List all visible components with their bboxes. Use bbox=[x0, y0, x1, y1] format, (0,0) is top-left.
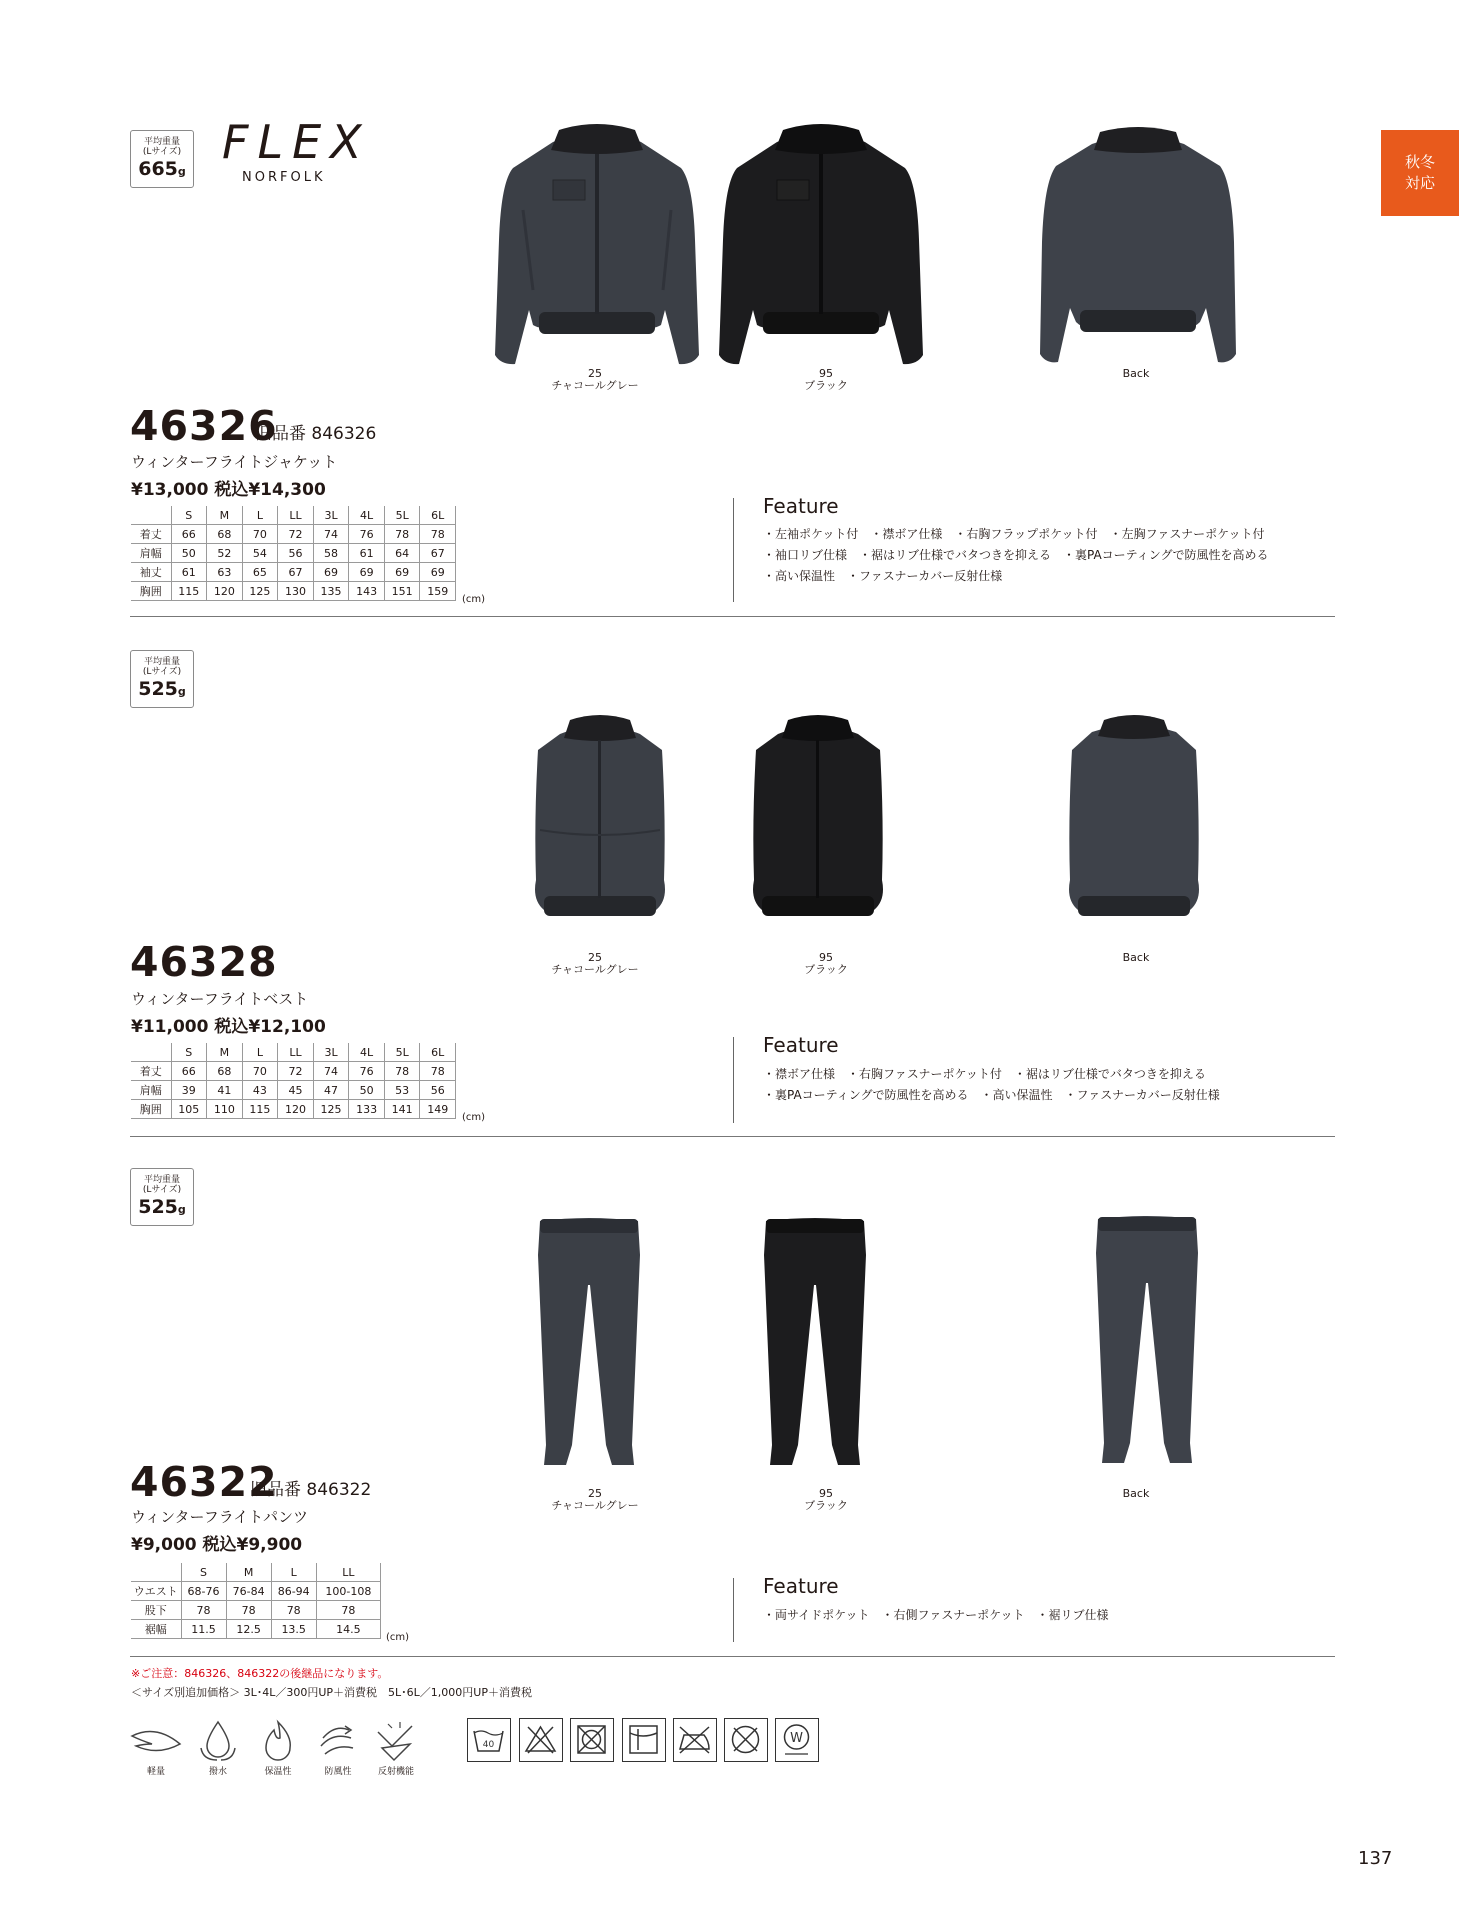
size-cell: 39 bbox=[171, 1081, 207, 1100]
size-header: 6L bbox=[420, 1043, 456, 1062]
size-cell: 54 bbox=[242, 544, 278, 563]
size-cell: 胸囲 bbox=[131, 582, 171, 601]
size-header: S bbox=[171, 506, 207, 525]
size-header bbox=[131, 1563, 181, 1582]
size-row bbox=[131, 563, 456, 582]
function-label: 軽量 bbox=[146, 1767, 165, 1777]
size-cell: 100-108 bbox=[316, 1582, 380, 1601]
pants-charcoal-image bbox=[534, 1215, 644, 1470]
size-cell: 61 bbox=[171, 563, 207, 582]
feature-divider bbox=[733, 1037, 734, 1123]
size-cell: 着丈 bbox=[131, 525, 171, 544]
size-cell: 56 bbox=[278, 544, 314, 563]
size-header: M bbox=[226, 1563, 271, 1582]
size-header: LL bbox=[278, 1043, 314, 1062]
size-cell: 66 bbox=[171, 1062, 207, 1081]
size-row bbox=[131, 1620, 381, 1639]
size-cell: 64 bbox=[384, 544, 420, 563]
size-row bbox=[131, 582, 456, 601]
size-cell: 股下 bbox=[131, 1601, 181, 1620]
size-cell: 135 bbox=[313, 582, 349, 601]
size-cell: 72 bbox=[278, 525, 314, 544]
feature-list bbox=[763, 1605, 1108, 1626]
color-number: 95 bbox=[819, 1487, 833, 1500]
size-cell: 68-76 bbox=[181, 1582, 226, 1601]
section-divider bbox=[130, 1136, 1335, 1137]
vest-black-image bbox=[748, 710, 888, 920]
size-cell: 74 bbox=[313, 1062, 349, 1081]
size-cell: 袖丈 bbox=[131, 563, 171, 582]
jacket-black-image bbox=[717, 120, 925, 372]
size-cell: 143 bbox=[349, 582, 385, 601]
size-header: 6L bbox=[420, 506, 456, 525]
size-cell: 120 bbox=[278, 1100, 314, 1119]
size-cell: 69 bbox=[420, 563, 456, 582]
color-caption-black bbox=[766, 368, 886, 392]
size-cell: 47 bbox=[313, 1081, 349, 1100]
no-tumble-dry-icon bbox=[570, 1718, 614, 1762]
size-cell: 78 bbox=[384, 525, 420, 544]
function-label: 保温性 bbox=[264, 1767, 292, 1777]
vest-back-image bbox=[1064, 710, 1204, 920]
pricing-note: ＜サイズ別追加価格＞ 3L･4L／300円UP＋消費税 5L･6L／1,000円UP＋消費税 bbox=[131, 1686, 532, 1699]
reflect-icon bbox=[372, 1718, 418, 1764]
pants-back-image bbox=[1092, 1213, 1202, 1468]
size-cell: ウエスト bbox=[131, 1582, 181, 1601]
caution-note: ※ご注意：846326、846322の後継品になります。 bbox=[131, 1667, 389, 1680]
size-header-row bbox=[131, 1043, 456, 1062]
size-cell: 78 bbox=[226, 1601, 271, 1620]
weight-label: 平均重量 bbox=[143, 1175, 180, 1185]
old-product-code: 旧品番 846322 bbox=[250, 1480, 372, 1500]
size-header-row bbox=[131, 1563, 381, 1582]
size-cell: 76-84 bbox=[226, 1582, 271, 1601]
size-cell: 70 bbox=[242, 525, 278, 544]
vest-charcoal-image bbox=[530, 710, 670, 920]
feature-item: ・袖口リブ仕様 ・裾はリブ仕様でバタつきを抑える ・裏PAコーティングで防風性を高める bbox=[763, 548, 1269, 562]
old-product-code: 旧品番 846326 bbox=[255, 424, 377, 444]
size-unit: (cm) bbox=[462, 594, 486, 605]
color-caption-black bbox=[766, 1488, 886, 1512]
season-tab bbox=[1381, 130, 1459, 216]
color-caption-black bbox=[766, 952, 886, 976]
color-name: チャコールグレー bbox=[551, 379, 639, 392]
size-cell: 68 bbox=[207, 525, 243, 544]
jacket-charcoal-image bbox=[493, 120, 701, 372]
color-caption-back bbox=[1076, 368, 1196, 380]
size-cell: 133 bbox=[349, 1100, 385, 1119]
size-cell: 151 bbox=[384, 582, 420, 601]
size-row bbox=[131, 1081, 456, 1100]
product-code: 46322 bbox=[130, 1458, 278, 1506]
size-cell: 13.5 bbox=[271, 1620, 316, 1639]
size-cell: 74 bbox=[313, 525, 349, 544]
color-number: Back bbox=[1122, 951, 1150, 964]
product-code: 46328 bbox=[130, 938, 278, 986]
size-cell: 78 bbox=[420, 1062, 456, 1081]
weight-value: 665g bbox=[138, 158, 186, 180]
size-row bbox=[131, 1062, 456, 1081]
size-cell: 67 bbox=[278, 563, 314, 582]
size-cell: 56 bbox=[420, 1081, 456, 1100]
size-header bbox=[131, 506, 171, 525]
feature-item: ・高い保温性 ・ファスナーカバー反射仕様 bbox=[763, 569, 1003, 583]
size-header: LL bbox=[278, 506, 314, 525]
product-name: ウィンターフライトパンツ bbox=[131, 1508, 309, 1526]
svg-text:40: 40 bbox=[482, 1740, 495, 1750]
weight-badge bbox=[130, 1168, 194, 1226]
size-header-row bbox=[131, 506, 456, 525]
product-code: 46326 bbox=[130, 402, 278, 450]
wash-40-icon bbox=[467, 1718, 511, 1762]
size-header: M bbox=[207, 506, 243, 525]
size-cell: 130 bbox=[278, 582, 314, 601]
size-cell: 50 bbox=[171, 544, 207, 563]
size-cell: 11.5 bbox=[181, 1620, 226, 1639]
feature-item: ・両サイドポケット ・右側ファスナーポケット ・裾リブ仕様 bbox=[763, 1608, 1109, 1622]
jacket-back-image bbox=[1040, 122, 1236, 370]
size-header: 3L bbox=[313, 1043, 349, 1062]
color-caption-back bbox=[1076, 952, 1196, 964]
size-header: L bbox=[242, 1043, 278, 1062]
color-number: 25 bbox=[588, 367, 602, 380]
color-number: 25 bbox=[588, 951, 602, 964]
size-cell: 115 bbox=[242, 1100, 278, 1119]
size-cell: 159 bbox=[420, 582, 456, 601]
weight-label: 平均重量 bbox=[143, 137, 180, 147]
size-table bbox=[131, 506, 456, 601]
water-drop-icon bbox=[195, 1718, 241, 1764]
product-price: ¥9,000 税込¥9,900 bbox=[131, 1535, 303, 1555]
size-cell: 着丈 bbox=[131, 1062, 171, 1081]
size-cell: 78 bbox=[420, 525, 456, 544]
size-cell: 50 bbox=[349, 1081, 385, 1100]
product-name: ウィンターフライトベスト bbox=[131, 990, 309, 1008]
size-header: 3L bbox=[313, 506, 349, 525]
weight-badge bbox=[130, 130, 194, 188]
color-caption-charcoal bbox=[535, 1488, 655, 1512]
size-header: 5L bbox=[384, 1043, 420, 1062]
size-header: S bbox=[181, 1563, 226, 1582]
feature-title: Feature bbox=[763, 494, 839, 518]
no-iron-icon bbox=[673, 1718, 717, 1762]
size-cell: 58 bbox=[313, 544, 349, 563]
size-cell: 43 bbox=[242, 1081, 278, 1100]
size-cell: 胸囲 bbox=[131, 1100, 171, 1119]
brand-logo-sub: NORFOLK bbox=[242, 170, 326, 185]
weight-value: 525g bbox=[138, 678, 186, 700]
color-number: Back bbox=[1122, 1487, 1150, 1500]
color-number: 95 bbox=[819, 951, 833, 964]
weight-value: 525g bbox=[138, 1196, 186, 1218]
season-tab-line1: 秋冬 bbox=[1404, 153, 1435, 171]
size-cell: 69 bbox=[313, 563, 349, 582]
size-cell: 41 bbox=[207, 1081, 243, 1100]
feature-list bbox=[763, 1064, 1220, 1106]
feature-divider bbox=[733, 1578, 734, 1642]
weight-label: 平均重量 bbox=[143, 657, 180, 667]
size-row bbox=[131, 1100, 456, 1119]
size-cell: 78 bbox=[384, 1062, 420, 1081]
size-cell: 14.5 bbox=[316, 1620, 380, 1639]
size-cell: 149 bbox=[420, 1100, 456, 1119]
size-cell: 69 bbox=[349, 563, 385, 582]
section-divider bbox=[130, 616, 1335, 617]
color-caption-back bbox=[1076, 1488, 1196, 1500]
product-name: ウィンターフライトジャケット bbox=[131, 453, 338, 471]
season-tab-line2: 対応 bbox=[1404, 174, 1435, 192]
page-number: 137 bbox=[1358, 1848, 1393, 1869]
section-divider bbox=[130, 1656, 1335, 1657]
feature-title: Feature bbox=[763, 1033, 839, 1057]
feature-title: Feature bbox=[763, 1574, 839, 1598]
weight-size-label: (Lサイズ) bbox=[142, 667, 182, 677]
feature-item: ・左袖ポケット付 ・襟ボア仕様 ・右胸フラップポケット付 ・左胸ファスナーポケット付 bbox=[763, 527, 1265, 541]
function-label: 防風性 bbox=[324, 1767, 352, 1777]
size-row bbox=[131, 1582, 381, 1601]
color-number: Back bbox=[1122, 367, 1150, 380]
color-number: 25 bbox=[588, 1487, 602, 1500]
feature-divider bbox=[733, 498, 734, 602]
size-cell: 裾幅 bbox=[131, 1620, 181, 1639]
size-cell: 69 bbox=[384, 563, 420, 582]
size-header: S bbox=[171, 1043, 207, 1062]
size-header bbox=[131, 1043, 171, 1062]
feather-icon bbox=[128, 1722, 184, 1762]
weight-badge bbox=[130, 650, 194, 708]
size-cell: 12.5 bbox=[226, 1620, 271, 1639]
size-header: M bbox=[207, 1043, 243, 1062]
svg-text:W: W bbox=[790, 1731, 803, 1746]
size-cell: 72 bbox=[278, 1062, 314, 1081]
size-cell: 63 bbox=[207, 563, 243, 582]
weight-size-label: (Lサイズ) bbox=[142, 147, 182, 157]
size-unit: (cm) bbox=[386, 1632, 410, 1643]
size-cell: 70 bbox=[242, 1062, 278, 1081]
size-cell: 86-94 bbox=[271, 1582, 316, 1601]
size-cell: 78 bbox=[271, 1601, 316, 1620]
size-cell: 110 bbox=[207, 1100, 243, 1119]
size-cell: 115 bbox=[171, 582, 207, 601]
size-cell: 68 bbox=[207, 1062, 243, 1081]
size-cell: 67 bbox=[420, 544, 456, 563]
size-header: L bbox=[242, 506, 278, 525]
size-header: 4L bbox=[349, 1043, 385, 1062]
size-cell: 66 bbox=[171, 525, 207, 544]
size-table bbox=[131, 1043, 456, 1119]
size-cell: 76 bbox=[349, 1062, 385, 1081]
size-row bbox=[131, 1601, 381, 1620]
size-header: LL bbox=[316, 1563, 380, 1582]
size-header: 5L bbox=[384, 506, 420, 525]
color-name: ブラック bbox=[804, 379, 848, 392]
no-dryclean-icon bbox=[724, 1718, 768, 1762]
size-cell: 78 bbox=[181, 1601, 226, 1620]
size-cell: 78 bbox=[316, 1601, 380, 1620]
color-name: チャコールグレー bbox=[551, 963, 639, 976]
size-cell: 45 bbox=[278, 1081, 314, 1100]
feature-item: ・襟ボア仕様 ・右胸ファスナーポケット付 ・裾はリブ仕様でバタつきを抑える bbox=[763, 1067, 1206, 1081]
size-cell: 76 bbox=[349, 525, 385, 544]
size-cell: 125 bbox=[242, 582, 278, 601]
wind-icon bbox=[315, 1718, 361, 1764]
weight-size-label: (Lサイズ) bbox=[142, 1185, 182, 1195]
size-cell: 61 bbox=[349, 544, 385, 563]
line-dry-icon bbox=[622, 1718, 666, 1762]
color-name: ブラック bbox=[804, 963, 848, 976]
feature-list bbox=[763, 524, 1268, 587]
color-name: ブラック bbox=[804, 1499, 848, 1512]
size-header: L bbox=[271, 1563, 316, 1582]
size-cell: 53 bbox=[384, 1081, 420, 1100]
brand-logo bbox=[222, 115, 371, 185]
color-caption-charcoal bbox=[535, 952, 655, 976]
size-cell: 141 bbox=[384, 1100, 420, 1119]
size-cell: 肩幅 bbox=[131, 544, 171, 563]
size-row bbox=[131, 525, 456, 544]
size-cell: 105 bbox=[171, 1100, 207, 1119]
size-row bbox=[131, 544, 456, 563]
color-name: チャコールグレー bbox=[551, 1499, 639, 1512]
no-bleach-icon bbox=[519, 1718, 563, 1762]
size-cell: 65 bbox=[242, 563, 278, 582]
color-number: 95 bbox=[819, 367, 833, 380]
size-cell: 120 bbox=[207, 582, 243, 601]
product-price: ¥13,000 税込¥14,300 bbox=[131, 480, 326, 500]
size-cell: 125 bbox=[313, 1100, 349, 1119]
size-table bbox=[131, 1563, 381, 1639]
wet-clean-icon bbox=[775, 1718, 819, 1762]
product-price: ¥11,000 税込¥12,100 bbox=[131, 1017, 326, 1037]
size-header: 4L bbox=[349, 506, 385, 525]
size-cell: 肩幅 bbox=[131, 1081, 171, 1100]
size-cell: 52 bbox=[207, 544, 243, 563]
flame-icon bbox=[258, 1718, 298, 1764]
brand-logo-text: FLEX bbox=[222, 115, 371, 169]
function-label: 撥水 bbox=[208, 1767, 227, 1777]
size-unit: (cm) bbox=[462, 1112, 486, 1123]
feature-item: ・裏PAコーティングで防風性を高める ・高い保温性 ・ファスナーカバー反射仕様 bbox=[763, 1088, 1220, 1102]
color-caption-charcoal bbox=[535, 368, 655, 392]
pants-black-image bbox=[760, 1215, 870, 1470]
function-label: 反射機能 bbox=[377, 1767, 414, 1777]
